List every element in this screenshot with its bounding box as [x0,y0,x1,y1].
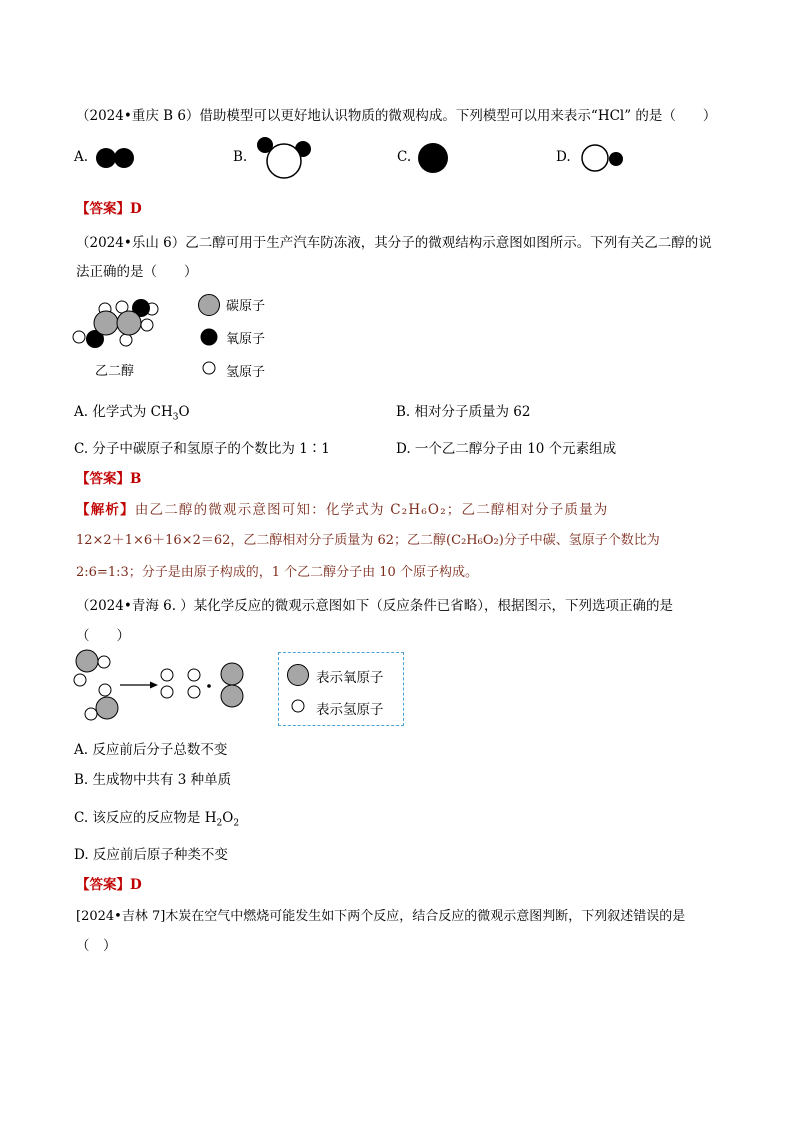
q3-hydrogen-atom-icon [291,699,307,715]
q3-option-c[interactable] [74,806,239,829]
q3-option-a[interactable]: A. 反应前后分子总数不变 [74,742,228,758]
q3-legend-oxygen: 表示氧原子 [316,670,384,686]
q3-option-b[interactable]: B. 生成物中共有 3 种单质 [74,772,232,788]
q4-stem-line1: [2024•吉林 7]木炭在空气中燃烧可能发生如下两个反应，结合反应的微观示意图判断，下列叙述错误的是 [76,909,686,924]
q3-answer-value: D [130,877,142,893]
q3-option-c-sub1: 2 [216,818,223,829]
q3-answer-label: 【答案】 [76,877,130,893]
reaction-diagram-icon [70,648,260,724]
q3-option-d[interactable]: D. 反应前后原子种类不变 [74,847,228,863]
q3-source: （2024•青海 6. ） [76,598,194,614]
q2-answer-value: B [130,471,142,487]
q3-oxygen-atom-icon [287,664,311,688]
legend-carbon: 碳原子 [226,299,266,314]
q2-analysis-label: 【解析】 [76,502,135,518]
q2-option-a-text: A. 化学式为 CH [74,404,173,420]
q4-stem-line2: （ ） [76,938,117,954]
q1-model-a-icon [95,147,140,171]
hydrogen-atom-icon [202,361,218,377]
q1-model-b-icon [255,135,315,180]
q3-option-c-mid: O [222,810,234,826]
legend-oxygen: 氧原子 [226,332,266,347]
oxygen-atom-icon [200,328,220,348]
q3-text1: 某化学反应的微观示意图如下（反应条件已省略），根据图示，下列选项正确的是 [193,598,674,614]
q3-legend-hydrogen: 表示氢原子 [316,702,384,718]
q1-option-d[interactable]: D. [556,149,571,165]
q2-option-a-suffix: O [178,404,190,420]
q1-option-a[interactable]: A. [74,149,89,165]
q3-stem-line2: （ ） [76,628,130,644]
q2-analysis-line1 [76,498,720,518]
legend-hydrogen: 氢原子 [226,365,266,380]
q2-text1: 乙二醇可用于生产汽车防冻液，其分子的微观结构示意图如图所示。下列有关乙二醇的说 [185,235,712,251]
q2-caption: 乙二醇 [95,364,135,379]
q2-analysis-line2: 12×2＋1×6＋16×2＝62，乙二醇相对分子质量为 62；乙二醇(C₂H₆O₂)分子中碳、氢原子个数比为 [76,533,660,548]
q2-option-a-sub: 3 [172,412,179,423]
q2-analysis-text1: 由乙二醇的微观示意图可知：化学式为 C₂H₆O₂；乙二醇相对分子质量为 [134,502,609,518]
q1-answer-label: 【答案】 [76,201,130,217]
q1-source: （2024•重庆 B 6） [76,108,200,124]
q1-model-c-icon [417,143,451,175]
q1-text: 借助模型可以更好地认识物质的微观构成。下列模型可以用来表示“HCl” 的是（ ） [199,108,717,124]
q2-stem-line2: 法正确的是（ ） [76,264,198,280]
q1-option-b[interactable]: B. [233,149,248,165]
q2-answer-label: 【答案】 [76,471,130,487]
q2-stem-line1 [76,231,712,251]
q2-analysis-line3: 2:6=1:3；分子是由原子构成的，1 个乙二醇分子由 10 个原子构成。 [76,565,478,580]
q3-option-c-text: C. 该反应的反应物是 H [74,810,217,826]
q3-option-c-sub2: 2 [233,818,240,829]
q3-answer [76,873,142,893]
q1-model-d-icon [580,144,628,176]
q1-answer [76,197,142,217]
q2-option-b[interactable]: B. 相对分子质量为 62 [396,404,531,420]
carbon-atom-icon [198,294,222,318]
q1-stem [76,104,716,124]
q2-answer [76,467,141,487]
q2-option-d[interactable]: D. 一个乙二醇分子由 10 个元素组成 [396,441,617,457]
q1-option-c[interactable]: C. [397,149,412,165]
q2-source: （2024•乐山 6） [76,235,186,251]
q2-option-a[interactable] [74,400,190,423]
q1-answer-value: D [130,201,142,217]
q2-option-c[interactable]: C. 分子中碳原子和氢原子的个数比为 1∶1 [74,441,330,457]
q3-stem-line1 [76,594,673,614]
ethylene-glycol-model-icon [70,295,170,351]
